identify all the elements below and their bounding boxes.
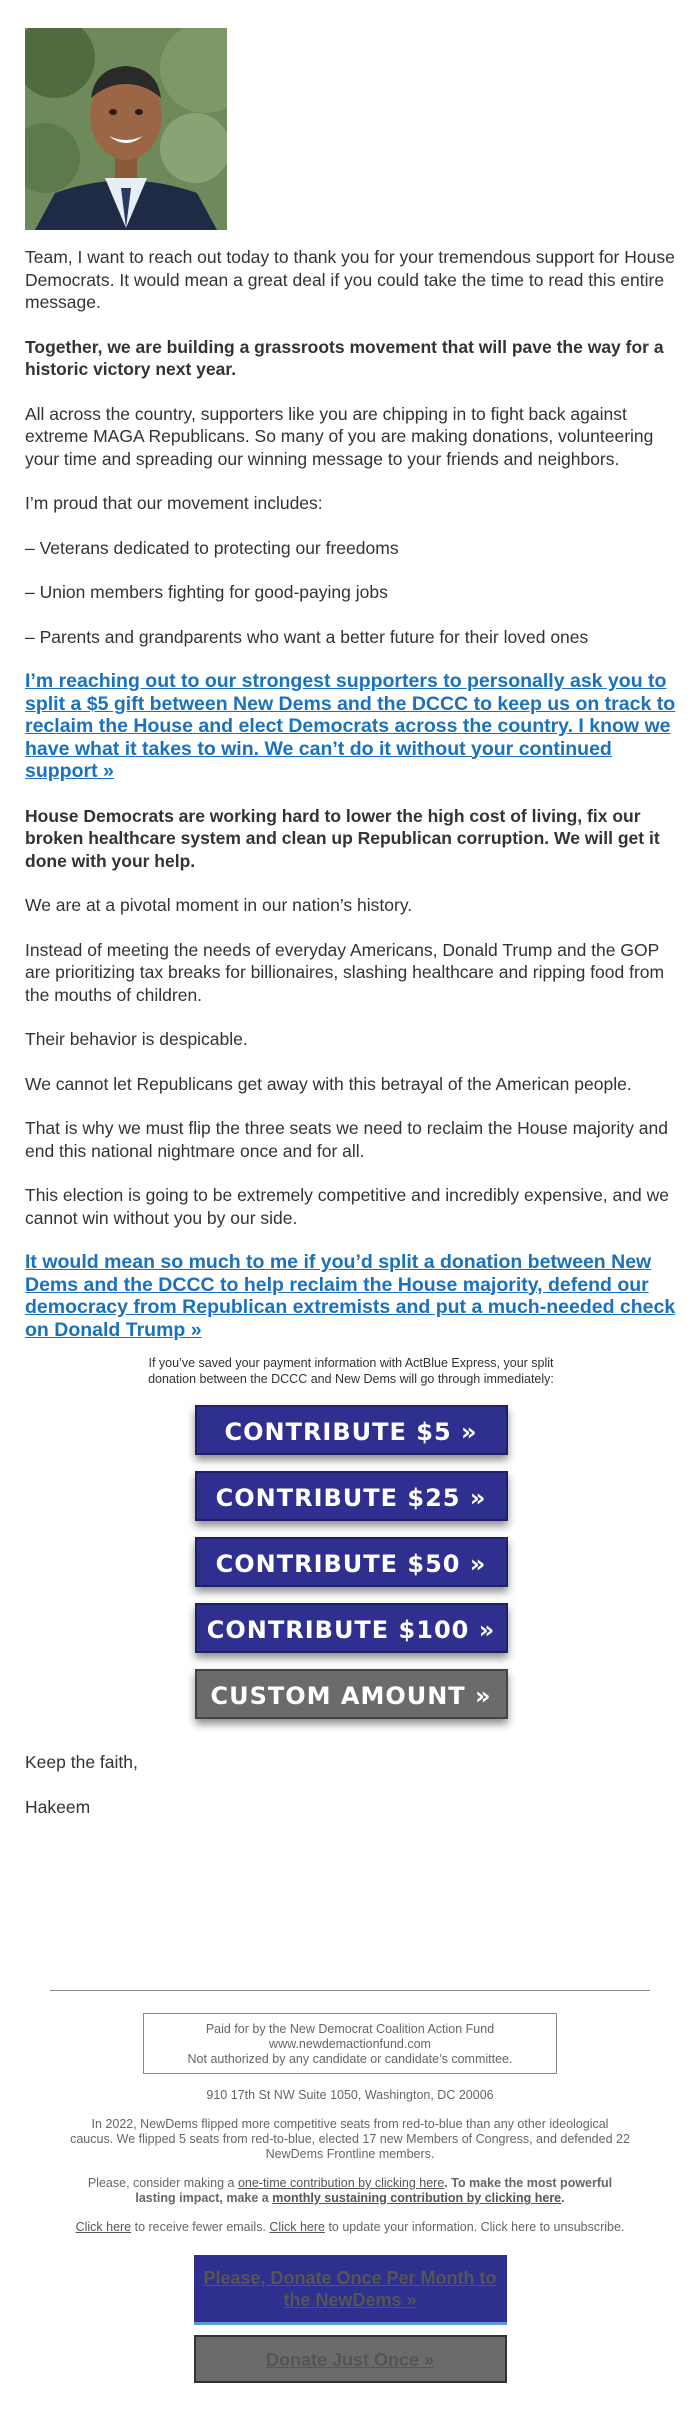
intro-paragraph: Team, I want to reach out today to thank you for your tremendous support for House Democrats. It would mean a great deal if you could take the time to read this entire message. [25,247,675,312]
flip-seats-paragraph: That is why we must flip the three seats we need to reclaim the House majority and end this national nightmare once and for all. [25,1118,668,1161]
contribute-25-button[interactable]: CONTRIBUTE $25 » [195,1471,508,1521]
house-democrats-bold-paragraph: House Democrats are working hard to lower the high cost of living, fix our broken healthcare system and clean up Republican corruption. We will get it done with your help. [25,805,660,871]
update-unsubscribe-text: to update your information. Click here to unsubscribe. [324,2220,625,2234]
split-gift-link[interactable]: I’m reaching out to our strongest supporters to personally ask you to split a $5 gift between New Dems and the DCCC to keep us on track to reclaim the House and elect Democrats across the country. I know we have what it takes to win. We can’t do it without your continued support » [25,670,676,782]
proud-paragraph: I’m proud that our movement includes: [25,493,323,513]
instead-paragraph: Instead of meeting the needs of everyday Americans, Donald Trump and the GOP are prioritizing tax breaks for billionaires, slashing healthcare and ripping food from the mouths of children. [25,939,665,1005]
contribute-50-button[interactable]: CONTRIBUTE $50 » [195,1537,508,1587]
paid-for-line: Paid for by the New Democrat Coalition Action Fund [205,2022,495,2036]
message-content [25,246,677,1840]
donate-monthly-button[interactable]: Please, Donate Once Per Month to the NewDems » [194,2255,507,2325]
betrayal-paragraph: We cannot let Republicans get away with this betrayal of the American people. [25,1073,632,1094]
signoff-block [25,1751,677,1818]
address-line: 910 17th St NW Suite 1050, Washington, DC 20006 [206,2088,494,2102]
contribute-5-button[interactable]: CONTRIBUTE $5 » [195,1405,508,1455]
list-item-parents: – Parents and grandparents who want a better future for their loved ones [25,626,589,647]
consider-mid-text: . To make the most powerful lasting impact, make a [135,2176,613,2205]
pivotal-paragraph: We are at a pivotal moment in our nation’s history. [25,895,413,915]
hakeem-portrait-photo [25,28,227,230]
list-item-union: – Union members fighting for good-paying jobs [25,582,388,602]
fewer-emails-text: to receive fewer emails. [131,2220,270,2234]
website-line: www.newdemactionfund.com [269,2037,431,2051]
grassroots-bold-paragraph: Together, we are building a grassroots movement that will pave the way for a historic victory next year. [25,336,664,379]
list-item-veterans: – Veterans dedicated to protecting our freedoms [25,537,399,558]
monthly-contribution-link[interactable]: monthly sustaining contribution by clicking here [272,2191,562,2205]
donate-once-button[interactable]: Donate Just Once » [194,2335,507,2383]
email-preferences-text [70,2220,630,2235]
custom-amount-button[interactable]: CUSTOM AMOUNT » [195,1669,508,1719]
fewer-emails-link[interactable]: Click here [75,2220,132,2234]
paid-for-box [143,2013,557,2074]
footer-divider [50,1990,650,1991]
behavior-paragraph: Their behavior is despicable. [25,1029,248,1049]
newdems-blurb: In 2022, NewDems flipped more competitive seats from red-to-blue than any other ideological caucus. We flipped 5 seats from red-to-blue, elected 17 new Members of Congress, and defended 22 NewDems Frontline members. [70,2117,630,2161]
signature-text: Hakeem [25,1796,91,1817]
actblue-note: If you’ve saved your payment information with ActBlue Express, your split donation between the DCCC and New Dems will go through immediately: [148,1356,554,1386]
split-donation-link[interactable]: It would mean so much to me if you’d split a donation between New Dems and the DCCC to help reclaim the House majority, defend our democracy from Republican extremists and put a much-needed check on Donald Trump » [25,1251,676,1341]
consider-contribution-text [70,2176,630,2206]
footer [0,1990,700,2383]
consider-pre-text: Please, consider making a [87,2176,238,2190]
signoff-text: Keep the faith, [25,1752,138,1772]
consider-end-text: . [561,2191,565,2205]
supporters-paragraph: All across the country, supporters like you are chipping in to fight back against extreme MAGA Republicans. So many of you are making donations, volunteering your time and spreading our winning message to your friends and neighbors. [25,403,654,469]
update-info-link[interactable]: Click here [269,2220,325,2234]
contribute-100-button[interactable]: CONTRIBUTE $100 » [195,1603,508,1653]
election-paragraph: This election is going to be extremely competitive and incredibly expensive, and we cannot win without you by our side. [25,1185,669,1228]
one-time-contribution-link[interactable]: one-time contribution by clicking here [237,2176,445,2190]
not-authorized-line: Not authorized by any candidate or candidate’s committee. [187,2052,513,2066]
